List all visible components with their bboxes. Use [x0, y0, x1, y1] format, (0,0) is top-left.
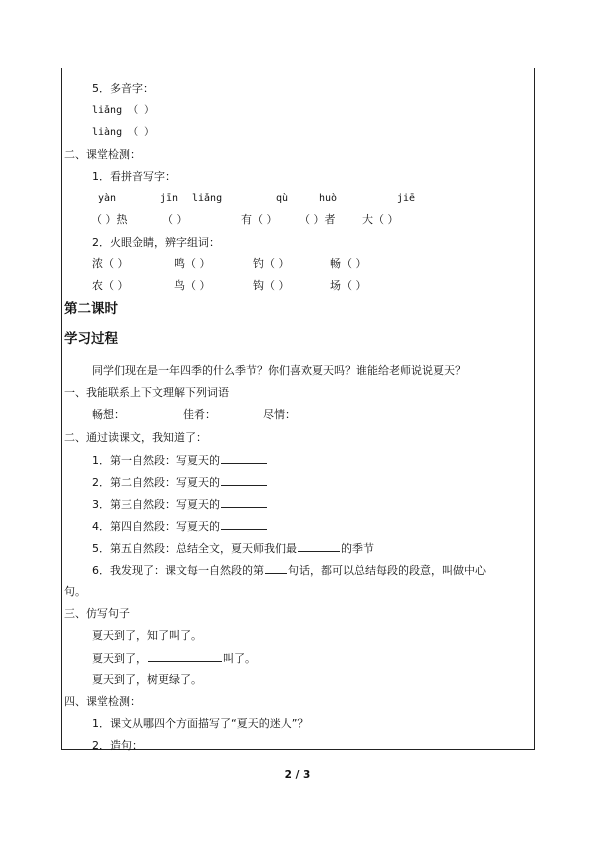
- answer-blank-1[interactable]: （ ）热: [91, 213, 128, 226]
- pinyin-6: jiē: [397, 193, 416, 204]
- example-2-text-b: 叫了。: [223, 652, 256, 665]
- paragraph-item-5-text: 5．第五自然段：总结全文，夏天师我们最: [92, 542, 297, 555]
- answer-line[interactable]: [298, 541, 340, 552]
- example-sentence-1: 夏天到了，知了叫了。: [92, 629, 202, 642]
- pinyin-3: liǎng: [192, 193, 223, 204]
- answer-line[interactable]: [221, 519, 267, 530]
- word-changxiang: 畅想：: [92, 408, 125, 421]
- polyphone-liang-1: liǎng （ ）: [92, 105, 155, 116]
- paragraph-item-2-text: 2．第二自然段：写夏天的: [92, 476, 220, 489]
- word-group-6[interactable]: 鸟（ ）: [174, 279, 211, 292]
- section-class-check: 二、课堂检测：: [64, 148, 141, 161]
- word-jiayao: 佳肴：: [183, 408, 216, 421]
- answer-blank-4[interactable]: （ ）者: [299, 213, 336, 226]
- process-title: 学习过程: [64, 331, 118, 347]
- word-group-3[interactable]: 钓（ ）: [253, 257, 290, 270]
- pinyin-question: 1．看拼音写字：: [92, 170, 176, 183]
- section-reading: 二、通过读课文，我知道了：: [64, 431, 207, 444]
- word-group-row-1: [0, 257, 595, 271]
- paragraph-item-5: [92, 541, 374, 556]
- pinyin-answer-row: [0, 213, 595, 227]
- page-number: 2 / 3: [284, 769, 311, 781]
- paragraph-item-1-text: 1．第一自然段：写夏天的: [92, 454, 220, 467]
- discovery-text-a: 6．我发现了：课文每一自然段的第: [92, 564, 264, 577]
- example-sentence-3: 夏天到了，树更绿了。: [92, 673, 202, 686]
- word-group-4[interactable]: 畅（ ）: [330, 257, 367, 270]
- answer-line[interactable]: [221, 475, 267, 486]
- paragraph-item-3: [92, 497, 268, 512]
- answer-line[interactable]: [265, 563, 287, 574]
- word-group-8[interactable]: 场（ ）: [330, 279, 367, 292]
- answer-blank-2[interactable]: （ ）: [162, 213, 188, 226]
- discovery-text-b: 句话，都可以总结每段的段意，叫做中心: [288, 564, 486, 577]
- pinyin-1: yàn: [98, 193, 117, 204]
- paragraph-item-4: [92, 519, 268, 534]
- example-sentence-2: [92, 651, 256, 666]
- polyphone-liang-2: liàng （ ）: [92, 127, 155, 138]
- lesson-title: 第二课时: [64, 301, 118, 317]
- word-group-5[interactable]: 农（ ）: [92, 279, 129, 292]
- answer-blank-5[interactable]: 大（ ）: [362, 213, 399, 226]
- pinyin-2: jīn: [160, 193, 179, 204]
- intro-question: 同学们现在是一年四季的什么季节？你们喜欢夏天吗？谁能给老师说说夏天？: [92, 364, 466, 377]
- paragraph-item-4-text: 4．第四自然段：写夏天的: [92, 520, 220, 533]
- paragraph-item-5-suffix: 的季节: [341, 542, 374, 555]
- pinyin-row: [0, 192, 595, 206]
- vocabulary-row: [0, 408, 595, 422]
- answer-blank-3[interactable]: 有（ ）: [241, 213, 278, 226]
- word-group-row-2: [0, 279, 595, 293]
- word-group-1[interactable]: 浓（ ）: [92, 257, 129, 270]
- section-imitation: 三、仿写句子: [64, 607, 130, 620]
- discovery-item: [92, 563, 486, 578]
- check-question-2: 2．造句：: [92, 739, 143, 752]
- section-class-check-2: 四、课堂检测：: [64, 695, 141, 708]
- pinyin-5: huò: [319, 193, 338, 204]
- word-jinqing: 尽情：: [263, 408, 296, 421]
- polyphone-item: 5．多音字：: [92, 82, 154, 95]
- word-group-2[interactable]: 鸣（ ）: [174, 257, 211, 270]
- section-vocabulary: 一、我能联系上下文理解下列词语: [64, 386, 229, 399]
- discovery-text-end: 句。: [64, 585, 86, 598]
- answer-line[interactable]: [221, 453, 267, 464]
- answer-line[interactable]: [148, 651, 222, 662]
- paragraph-item-1: [92, 453, 268, 468]
- answer-line[interactable]: [221, 497, 267, 508]
- paragraph-item-2: [92, 475, 268, 490]
- pinyin-4: qù: [276, 193, 289, 204]
- word-group-7[interactable]: 钩（ ）: [253, 279, 290, 292]
- char-distinguish-question: 2．火眼金睛，辨字组词：: [92, 236, 220, 249]
- example-2-text-a: 夏天到了，: [92, 652, 147, 665]
- paragraph-item-3-text: 3．第三自然段：写夏天的: [92, 498, 220, 511]
- check-question-1: 1．课文从哪四个方面描写了“夏天的迷人”？: [92, 717, 309, 730]
